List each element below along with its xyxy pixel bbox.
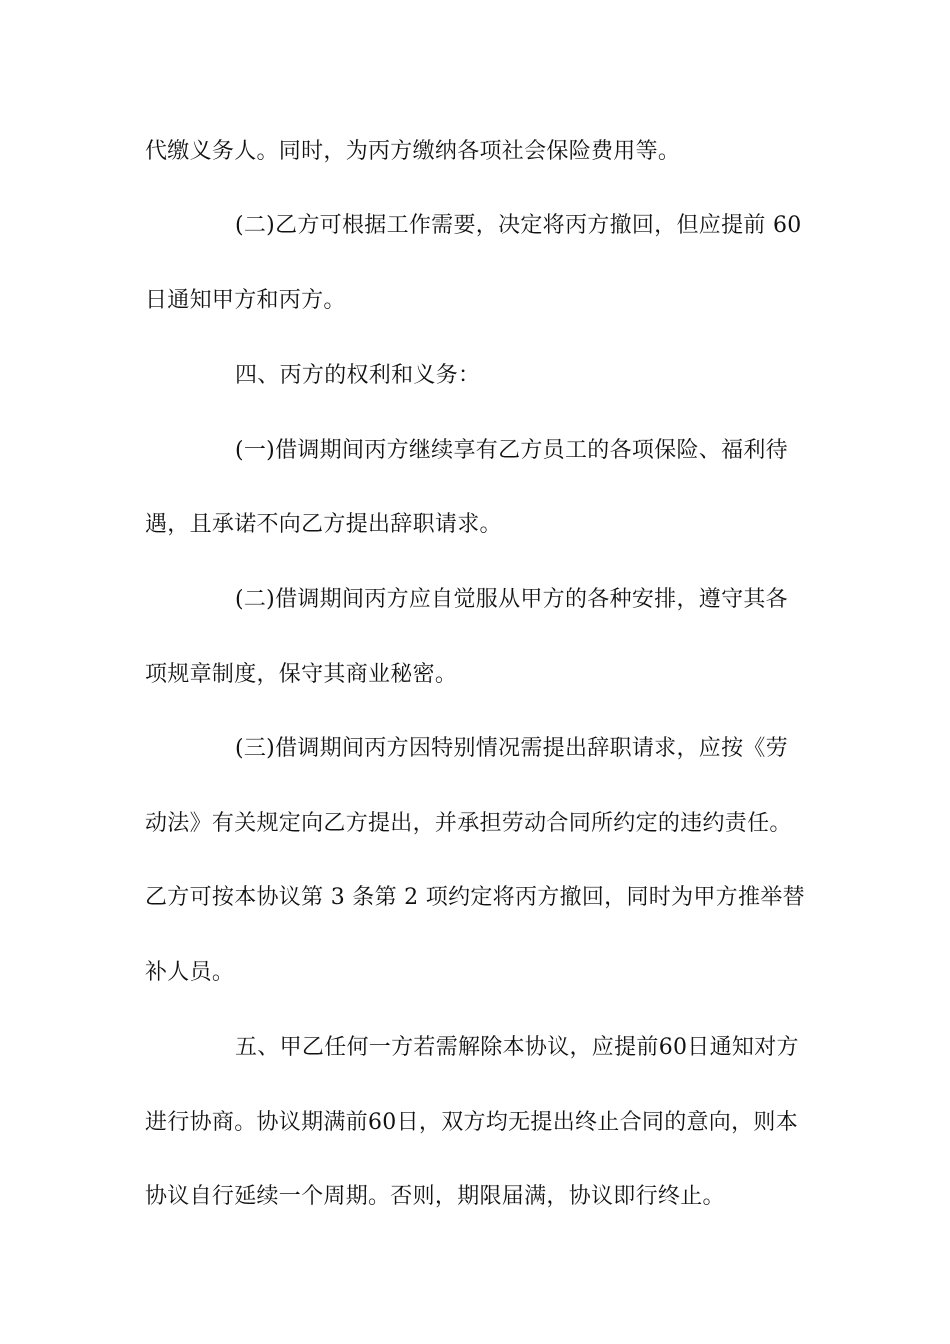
text-line-1: 代缴义务人。同时，为丙方缴纳各项社会保险费用等。 bbox=[145, 139, 681, 164]
text-line-9: (三)借调期间丙方因特别情况需提出辞职请求，应按《劳 bbox=[235, 736, 788, 761]
text-line-5: (一)借调期间丙方继续享有乙方员工的各项保险、福利待 bbox=[235, 438, 788, 463]
section-heading-5: 五、甲乙任何一方若需解除本协议，应提前60日通知对方 bbox=[235, 1035, 799, 1060]
text-line-14: 进行协商。协议期满前60日，双方均无提出终止合同的意向，则本 bbox=[145, 1110, 798, 1135]
text-line-6: 遇，且承诺不向乙方提出辞职请求。 bbox=[145, 512, 502, 537]
text-line-3: 日通知甲方和丙方。 bbox=[145, 288, 346, 313]
text-line-8: 项规章制度，保守其商业秘密。 bbox=[145, 662, 458, 687]
text-line-12: 补人员。 bbox=[145, 960, 235, 985]
text-line-11: 乙方可按本协议第 3 条第 2 项约定将丙方撤回，同时为甲方推举替 bbox=[145, 885, 805, 910]
section-heading-4: 四、丙方的权利和义务： bbox=[235, 363, 481, 388]
text-line-15: 协议自行延续一个周期。否则，期限届满，协议即行终止。 bbox=[145, 1184, 725, 1209]
text-line-10: 动法》有关规定向乙方提出，并承担劳动合同所约定的违约责任。 bbox=[145, 811, 792, 836]
text-line-7: (二)借调期间丙方应自觉服从甲方的各种安排，遵守其各 bbox=[235, 587, 788, 612]
text-line-2: (二)乙方可根据工作需要，决定将丙方撤回，但应提前 60 bbox=[235, 213, 802, 238]
